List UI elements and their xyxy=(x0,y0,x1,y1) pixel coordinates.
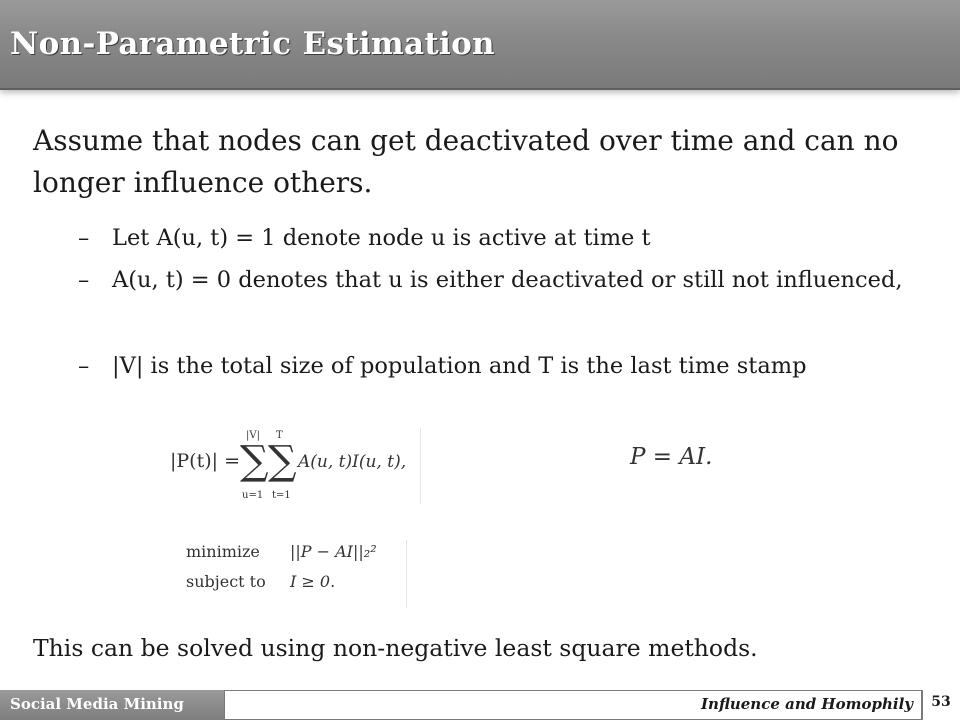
slide-title: Non-Parametric Estimation xyxy=(10,26,495,62)
sub-bullet-text: Let A(u, t) = 1 denote node u is active at time t xyxy=(112,225,651,251)
subject-to-keyword: subject to xyxy=(186,572,266,591)
footer-chapter-label xyxy=(224,690,923,720)
constraint-expression: I ≥ 0. xyxy=(290,572,336,591)
sum2-symbol: ∑ xyxy=(268,438,297,484)
sub-bullet-text: |V| is the total size of population and T is the last time stamp xyxy=(112,353,807,379)
title-bar xyxy=(0,0,960,90)
footer-course-label xyxy=(0,690,224,720)
sub-bullet-3 xyxy=(78,350,918,382)
main-bullet: Assume that nodes can get deactivated over time and can no longer influence others. xyxy=(33,124,899,199)
sum1-upper-limit: |V| xyxy=(246,430,260,441)
formula-optimization xyxy=(186,540,407,608)
sub-bullet-1 xyxy=(78,222,918,254)
sum1-symbol: ∑ xyxy=(240,438,269,484)
sub-bullet-2 xyxy=(78,264,918,296)
formula-body: A(u, t)I(u, t), xyxy=(298,452,407,472)
conclusion-text: This can be solved using non-negative least square methods. xyxy=(33,634,758,662)
minimize-keyword: minimize xyxy=(186,542,260,561)
formula-matrix: P = AI. xyxy=(630,444,713,470)
optimization-constraint xyxy=(186,572,335,591)
sub-bullet-text: A(u, t) = 0 denotes that u is either deactivated or still not influenced, xyxy=(112,267,903,293)
dash-marker: – xyxy=(78,225,90,251)
sum2-lower-limit: t=1 xyxy=(272,490,291,501)
formula-lhs: |P(t)| = xyxy=(170,450,241,472)
footer-course-text: Social Media Mining xyxy=(10,695,184,713)
dash-marker: – xyxy=(78,353,90,379)
footer-chapter-text: Influence and Homophily xyxy=(701,695,913,713)
optimization-objective xyxy=(186,542,377,561)
sum2-upper-limit: T xyxy=(276,430,283,441)
dash-marker: – xyxy=(78,267,90,293)
objective-expression: ||P − AI||₂² xyxy=(290,542,377,561)
page-number: 53 xyxy=(931,694,951,710)
sum1-lower-limit: u=1 xyxy=(242,490,264,501)
formula-population-size xyxy=(170,428,421,504)
